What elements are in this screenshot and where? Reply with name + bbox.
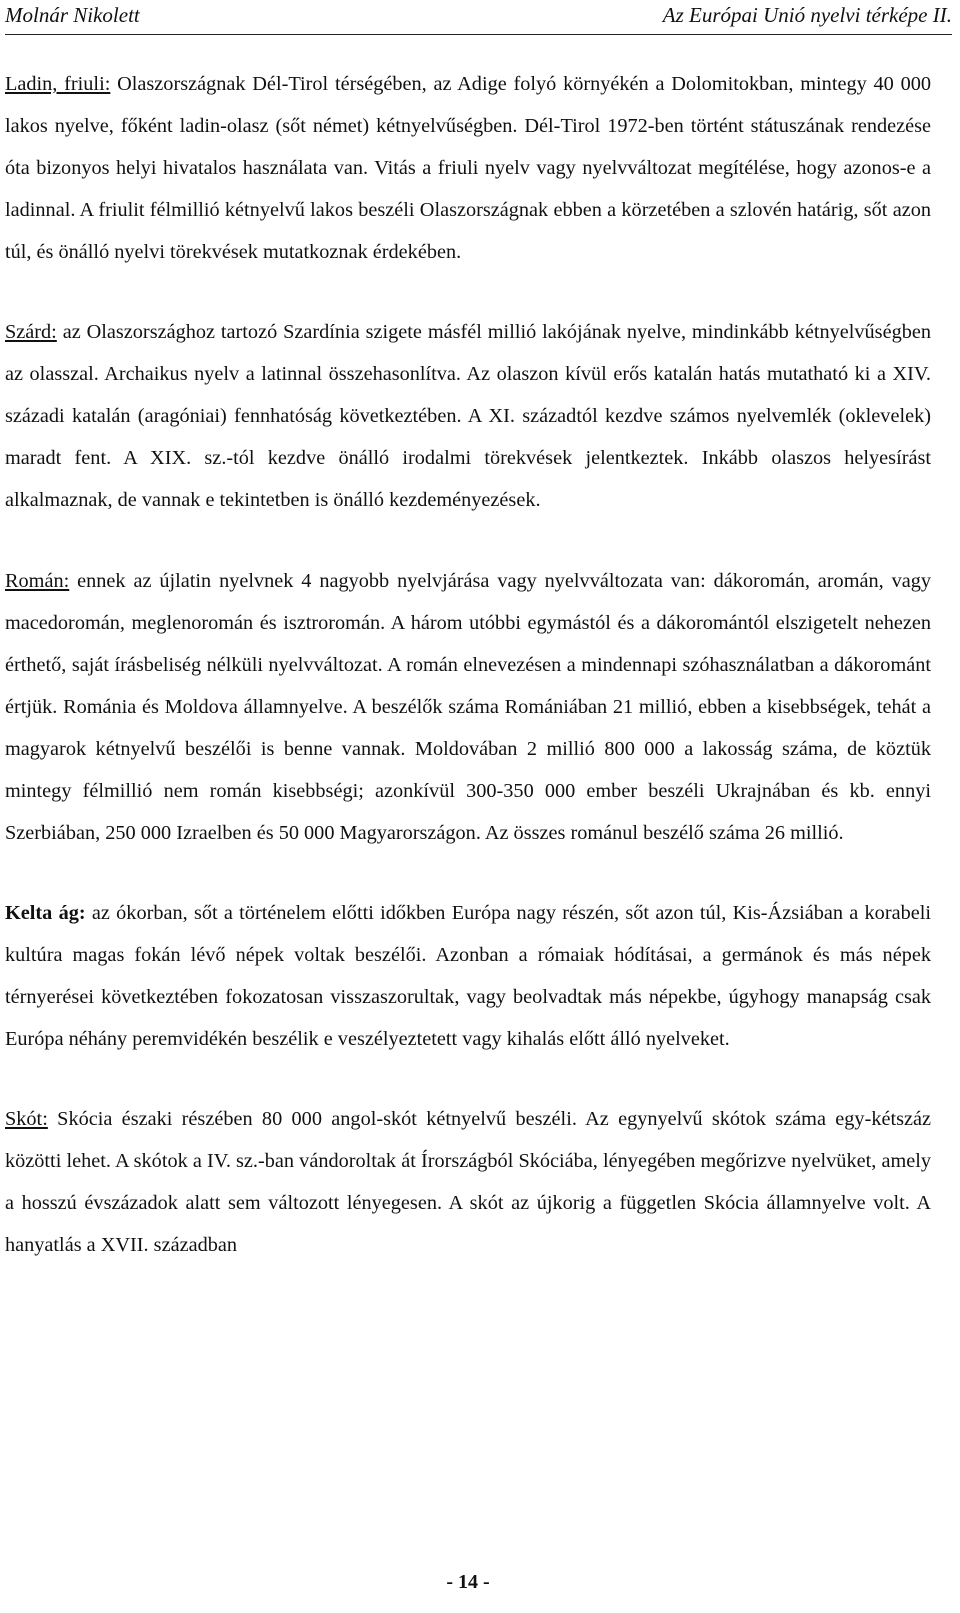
paragraph-text: az ókorban, sőt a történelem előtti időkben Európa nagy részén, sőt azon túl, Kis-Ázsiában a korabeli kultúra magas fokán lévő népek voltak beszélői. Azonban a rómaiak hódításai, a germánok és más népek térnyerései következtében fokozatosan visszaszorultak, vagy beolvadtak más népekbe, úgyhogy manapság csak Európa néhány peremvidékén beszélik e veszélyeztetett vagy kihalás előtt álló nyelveket. bbox=[5, 902, 931, 1050]
paragraph-text: ennek az újlatin nyelvnek 4 nagyobb nyelvjárása vagy nyelvváltozata van: dákoromán, aromán, vagy macedoromán, meglenoromán és isztroromán. A három utóbbi egymástól és a dákoromántól elszigetelt nehezen érthető, saját írásbeliség nélküli nyelvváltozat. A román elnevezésen a mindennapi szóhasználatban a dákorománt értjük. Románia és Moldova államnyelve. A beszélők száma Romániában 21 millió, ebben a kisebbségek, tehát a magyarok kétnyelvű beszélői is benne vannak. Moldovában 2 millió 800 000 a lakosság száma, de köztük mintegy félmillió nem román kisebbségi; azonkívül 300-350 000 ember beszéli Ukrajnában és kb. ennyi Szerbiában, 250 000 Izraelben és 50 000 Magyarországon. Az összes románul beszélő száma 26 millió. bbox=[5, 570, 931, 844]
paragraph-ladin-friuli bbox=[5, 63, 931, 273]
paragraph-text: Olaszországnak Dél-Tirol térségében, az Adige folyó környékén a Dolomitokban, mintegy 40 000 lakos nyelve, főként ladin-olasz (sőt német) kétnyelvűségben. Dél-Tirol 1972-ben történt státuszának rendezése óta bizonyos helyi hivatalos használata van. Vitás a friuli nyelv vagy nyelvváltozat megítélése, hogy azonos-e a ladinnal. A friulit félmillió kétnyelvű lakos beszéli Olaszországnak ebben a körzetében a szlovén határig, sőt azon túl, és önálló nyelvi törekvések mutatkoznak érdekében. bbox=[5, 73, 931, 263]
term-ladin-friuli: Ladin, friuli: bbox=[5, 73, 111, 95]
term-szard: Szárd: bbox=[5, 321, 57, 343]
paragraph-szard bbox=[5, 311, 931, 521]
paragraph-text: Skócia északi részében 80 000 angol-skót kétnyelvű beszéli. Az egynyelvű skótok száma egy-kétszáz közötti lehet. A skótok a IV. sz.-ban vándoroltak át Írországból Skóciába, lényegében megőrizve nyelvüket, amely a hosszú évszázadok alatt sem változott lényegesen. A skót az újkorig a független Skócia államnyelve volt. A hanyatlás a XVII. században bbox=[5, 1108, 931, 1256]
header-author: Molnár Nikolett bbox=[5, 3, 140, 27]
paragraph-roman bbox=[5, 560, 931, 854]
page-number: - 14 - bbox=[446, 1571, 490, 1593]
page-header bbox=[5, 0, 952, 35]
document-body bbox=[5, 63, 931, 1304]
paragraph-text: az Olaszországhoz tartozó Szardínia szigete másfél millió lakójának nyelve, mindinkább kétnyelvűségben az olasszal. Archaikus nyelv a latinnal összehasonlítva. Az olaszon kívül erős katalán hatás mutatható ki a XIV. századi katalán (aragóniai) fennhatóság következtében. A XI. századtól kezdve számos nyelvemlék (oklevelek) maradt fent. A XIX. sz.-tól kezdve önálló irodalmi törekvések jelentkeztek. Inkább olaszos helyesírást alkalmaznak, de vannak e tekintetben is önálló kezdeményezések. bbox=[5, 321, 931, 511]
paragraph-kelta-ag bbox=[5, 892, 931, 1060]
header-title: Az Európai Unió nyelvi térképe II. bbox=[662, 3, 952, 27]
term-roman: Román: bbox=[5, 570, 70, 592]
paragraph-skot bbox=[5, 1098, 931, 1266]
term-skot: Skót: bbox=[5, 1108, 48, 1130]
term-kelta-ag: Kelta ág: bbox=[5, 902, 86, 924]
